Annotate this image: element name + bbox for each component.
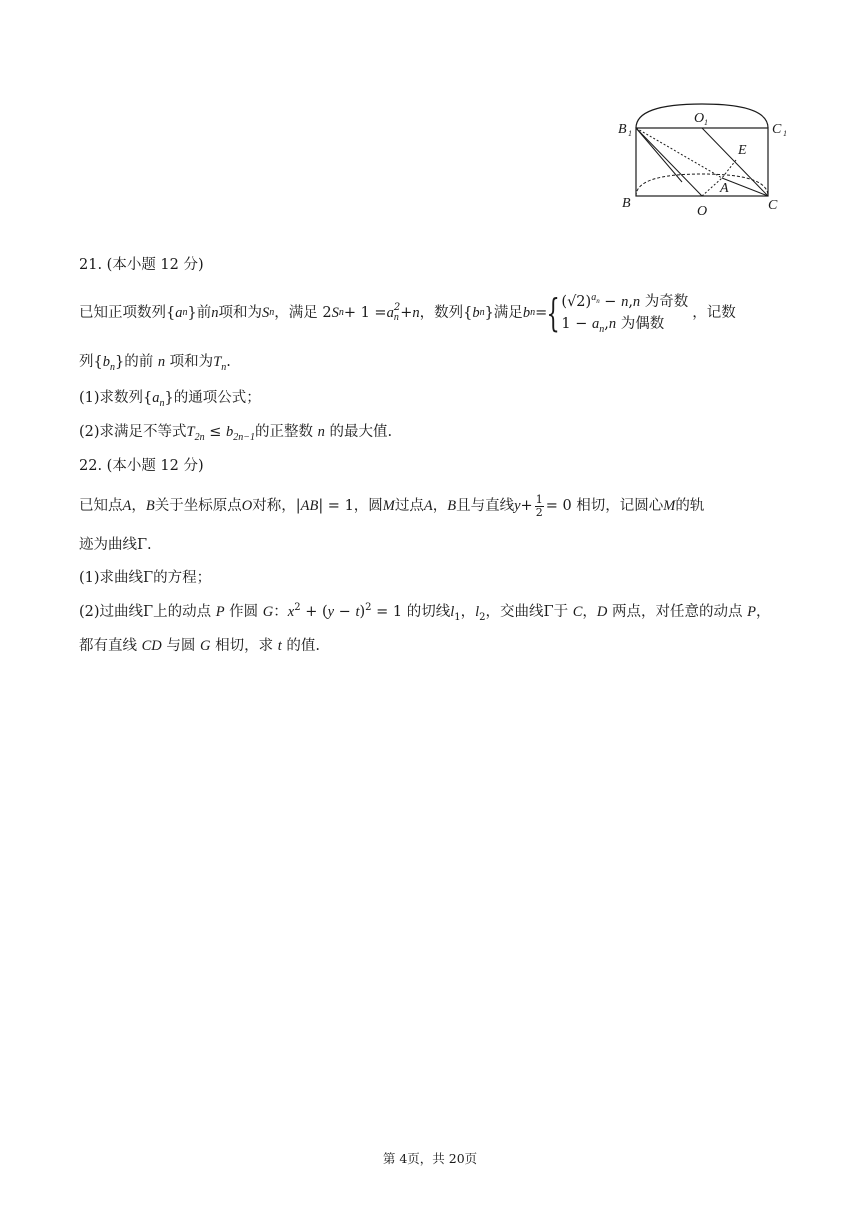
q21-part1: (1)求数列$\{a_n\}$的通项公式； (79, 390, 261, 409)
q22-part2-line2: 都有直线 CD 与圆 G 相切，求 t 的值. (79, 638, 320, 654)
segment-b1-o (636, 128, 702, 196)
q21-statement-line2: 列$\{b_n\}$的前 n 项和为$T_n$. (79, 354, 231, 373)
fraction-one-half: $\frac{1}{2}$ (535, 492, 543, 519)
segment-o-a (702, 178, 722, 196)
q21-part2: (2)求满足不等式$T_{2n} \le b_{2n-1}$的正整数 n 的最大值. (79, 424, 393, 443)
label-c1-sub: 1 (783, 129, 787, 138)
geometry-figure (610, 100, 810, 225)
label-b1-sub: 1 (628, 129, 632, 138)
segment-b1-c (636, 128, 682, 182)
label-o1-sub: 1 (704, 118, 708, 127)
label-b: B (622, 196, 631, 211)
label-o1: O (694, 111, 705, 126)
q22-header: 22. (本小题 12 分) (79, 458, 204, 474)
q21-statement-line1: 已知正项数列{ a n }前 n 项和为 S n ，满足 2 S n + 1 = a 2 n + n ，数列{ b n }满足 b n = { $(√2)^{a_n} - n,n$ 为奇数 $1 - a_n,n$ 为偶数 ，记数 (79, 291, 736, 335)
dashed-base-arc (636, 174, 768, 196)
piecewise-definition: { $(√2)^{a_n} - n,n$ 为奇数 $1 - a_n,n$ 为偶数 (546, 291, 689, 335)
label-c: C (768, 198, 778, 213)
case-odd: $(√2)^{a_n} - n,n$ 为奇数 (561, 292, 689, 310)
rectangle-face (636, 128, 768, 196)
q22-part1: (1)求曲线Γ的方程； (79, 570, 212, 586)
q22-part2-line1: (2)过曲线Γ上的动点 P 作圆 G：$x^2 + (y - t)^2 = 1$ 的切线$l_1$，$l_2$，交曲线Γ于 C，D 两点，对任意的动点 P， (79, 602, 771, 623)
label-e: E (738, 143, 747, 158)
segment-o1-c (702, 128, 768, 196)
label-c1: C (772, 122, 782, 137)
q21-header: 21. (本小题 12 分) (79, 257, 204, 273)
q22-statement-line1: 已知点 A ， B 关于坐标原点 O 对称，| AB | = 1，圆 M 过点 A ， B 且与直线 y + $\frac{1}{2}$ = 0 相切，记圆心 M 的轨 (79, 492, 705, 519)
case-even: $1 - a_n,n$ 为偶数 (561, 316, 665, 335)
label-a: A (720, 181, 729, 196)
segment-a-c (722, 178, 768, 196)
label-b1: B (618, 122, 627, 137)
page-footer: 第 4页，共 20页 (382, 1151, 478, 1166)
label-o: O (697, 204, 708, 219)
q22-statement-line2: 迹为曲线Γ. (79, 537, 152, 553)
